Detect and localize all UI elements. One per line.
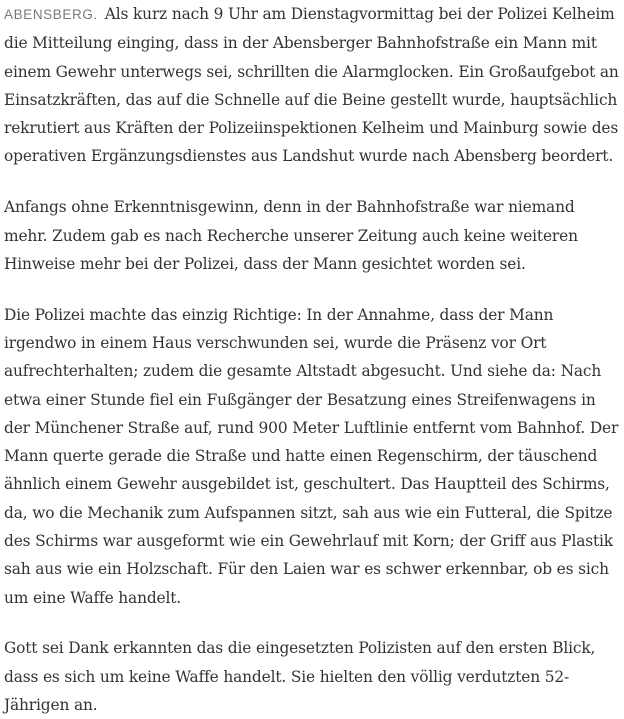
- dateline: ABENSBERG.: [4, 7, 98, 22]
- article-paragraph-4: Gott sei Dank erkannten das die eingesetzten Polizisten auf den ersten Blick, dass es sich um keine Waffe handelt. Sie hielten den völlig verdutzten 52-Jährigen an.: [4, 639, 596, 715]
- article-paragraph-1: [4, 0, 620, 171]
- article-paragraph-3: Die Polizei machte das einzig Richtige: In der Annahme, dass der Mann irgendwo in einem Haus verschwunden sei, wurde die Präsenz vor Ort aufrechterhalten; zudem die gesamte Altstadt abgesucht. Und siehe da: Nach etwa einer Stunde fiel ein Fußgänger der Besatzung eines Streifenwagens in der Münchener Straße auf, rund 900 Meter Luftlinie entfernt vom Bahnhof. Der Mann querte gerade die Straße und hatte einen Regenschirm, der täuschend ähnlich einem Gewehr ausgebildet ist, geschultert. Das Hauptteil des Schirms, da, wo die Mechanik zum Aufspannen sitzt, sah aus wie ein Futteral, die Spitze des Schirms war ausgeformt wie ein Gewehrlauf mit Korn; der Griff aus Plastik sah aus wie ein Holzschaft. Für den Laien war es schwer erkennbar, ob es sich um eine Waffe handelt.: [4, 305, 619, 607]
- paragraph-text: Als kurz nach 9 Uhr am Dienstagvormittag bei der Polizei Kelheim die Mitteilung einging, dass in der Abensberger Bahnhofstraße ein Mann mit einem Gewehr unterwegs sei, schrillten die Alarmglocken. Ein Großaufgebot an Einsatzkräften, das auf die Schnelle auf die Beine gestellt wurde, hauptsächlich rekrutiert aus Kräften der Polizeiinspektionen Kelheim und Mainburg sowie des operativen Ergänzungsdienstes aus Landshut wurde nach Abensberg beordert.: [4, 5, 619, 166]
- article-paragraph-2: Anfangs ohne Erkenntnisgewinn, denn in der Bahnhofstraße war niemand mehr. Zudem gab es nach Recherche unserer Zeitung auch keine weiteren Hinweise mehr bei der Polizei, dass der Mann gesichtet worden sei.: [4, 198, 578, 273]
